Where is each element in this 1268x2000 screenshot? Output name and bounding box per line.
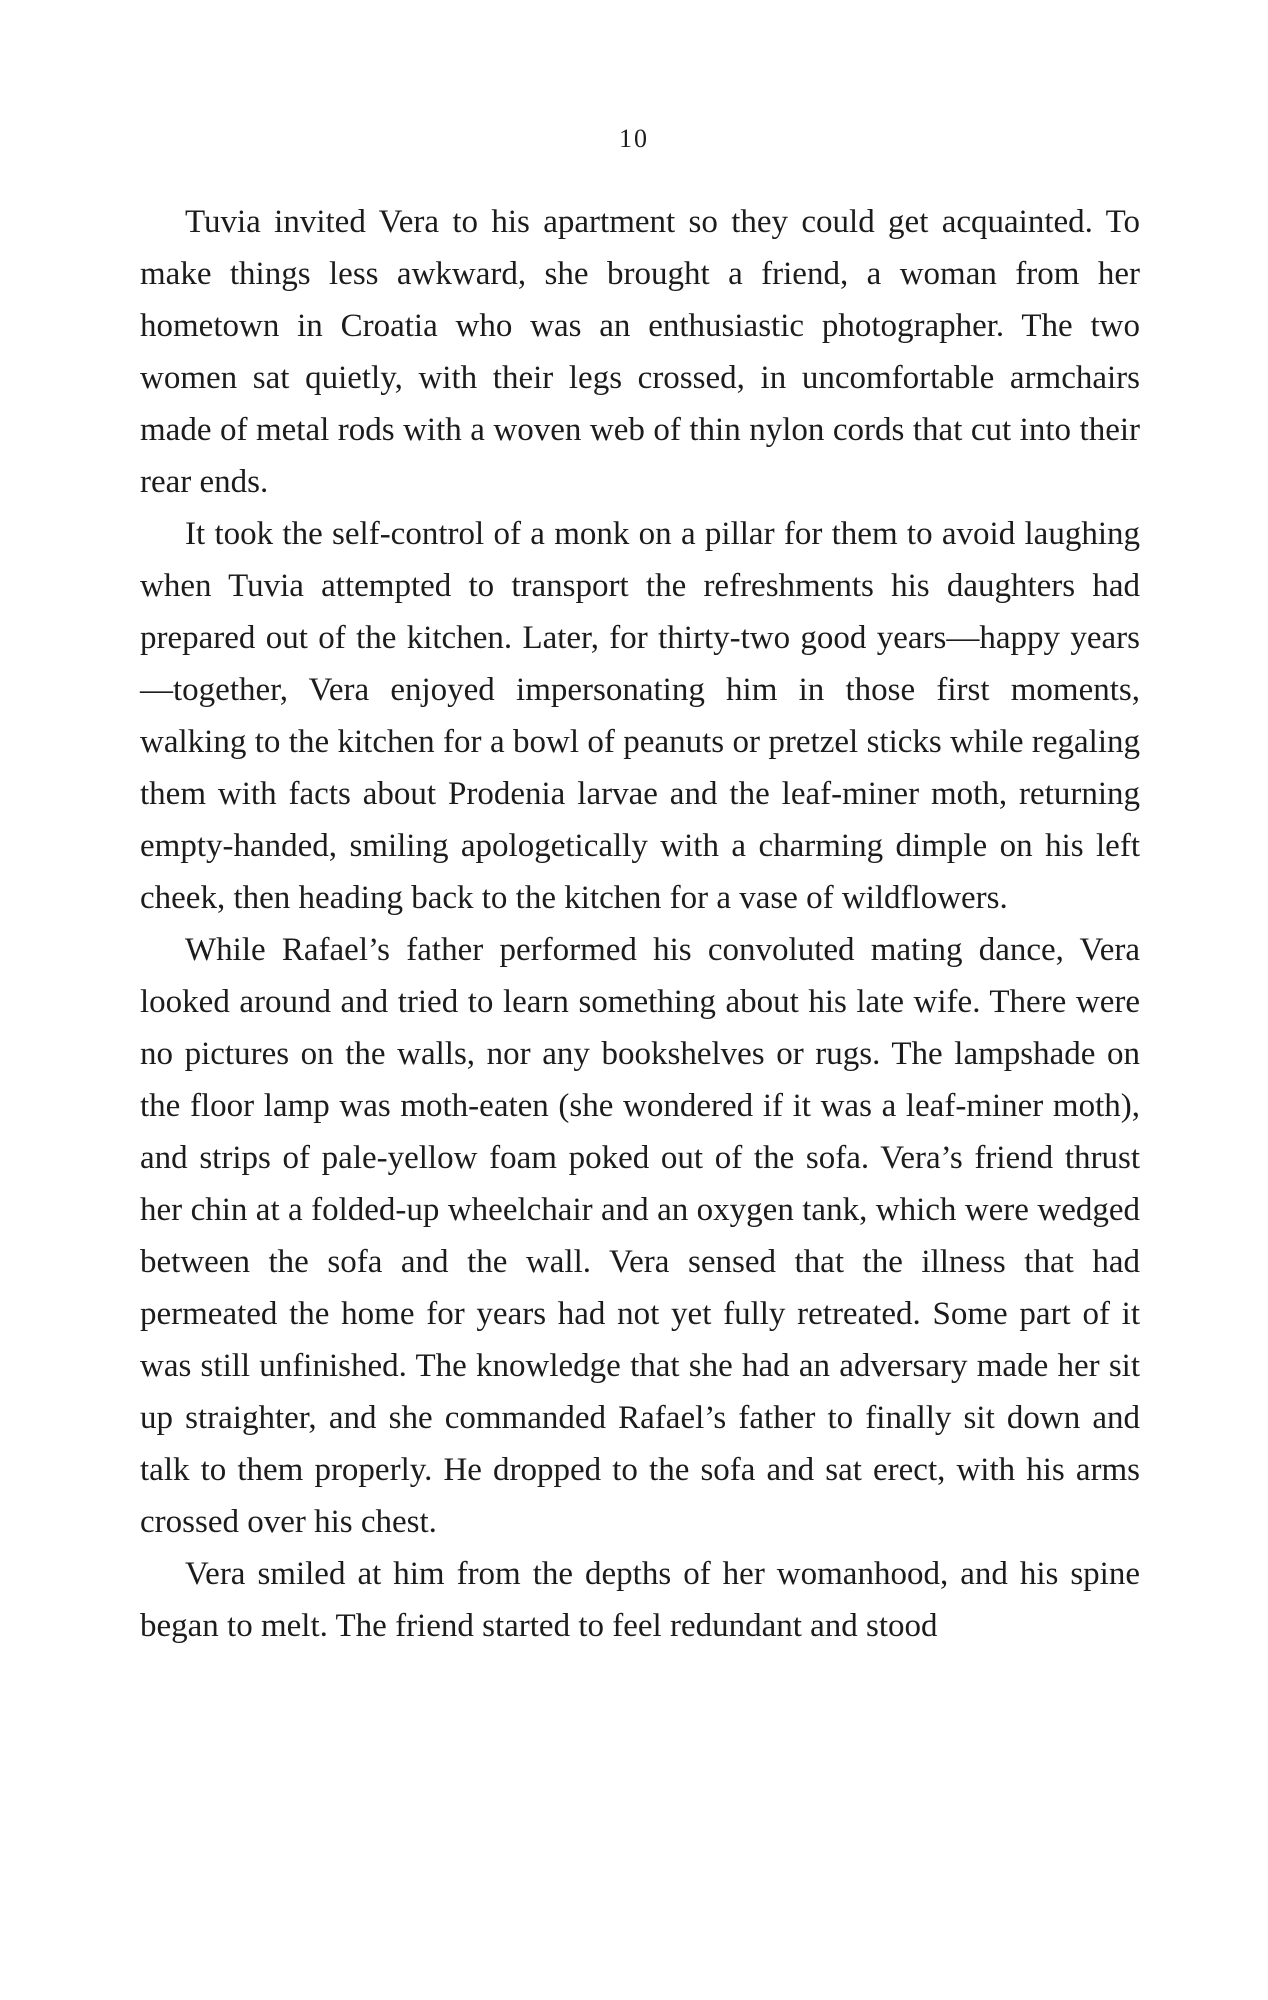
paragraph: Vera smiled at him from the depths of her womanhood, and his spine began to melt. The friend started to feel redundant and stood — [140, 1556, 1140, 1644]
paragraph: Tuvia invited Vera to his apartment so they could get acquainted. To make things less awkward, she brought a friend, a woman from her hometown in Croatia who was an enthusiastic photographer. The two women sat quietly, with their legs crossed, in uncomfortable armchairs made of metal rods with a woven web of thin nylon cords that cut into their rear ends. — [140, 204, 1140, 500]
paragraph: It took the self-control of a monk on a pillar for them to avoid laughing when Tuvia attempted to transport the refreshments his daughters had prepared out of the kitchen. Later, for thirty-two good years—happy years—together, Vera enjoyed impersonating him in those first moments, walking to the kitchen for a bowl of peanuts or pretzel sticks while regaling them with facts about Prodenia larvae and the leaf-miner moth, returning empty-handed, smiling apologetically with a charming dimple on his left cheek, then heading back to the kitchen for a vase of wildflowers. — [140, 516, 1140, 916]
paragraph: While Rafael’s father performed his convoluted mating dance, Vera looked around and tried to learn something about his late wife. There were no pictures on the walls, nor any bookshelves or rugs. The lampshade on the floor lamp was moth-eaten (she wondered if it was a leaf-miner moth), and strips of pale-yellow foam poked out of the sofa. Vera’s friend thrust her chin at a folded-up wheelchair and an oxygen tank, which were wedged between the sofa and the wall. Vera sensed that the illness that had permeated the home for years had not yet fully retreated. Some part of it was still unfinished. The knowledge that she had an adversary made her sit up straighter, and she commanded Rafael’s father to finally sit down and talk to them properly. He dropped to the sofa and sat erect, with his arms crossed over his chest. — [140, 932, 1140, 1540]
page-number: 10 — [619, 124, 649, 153]
body-text — [140, 196, 1140, 1652]
